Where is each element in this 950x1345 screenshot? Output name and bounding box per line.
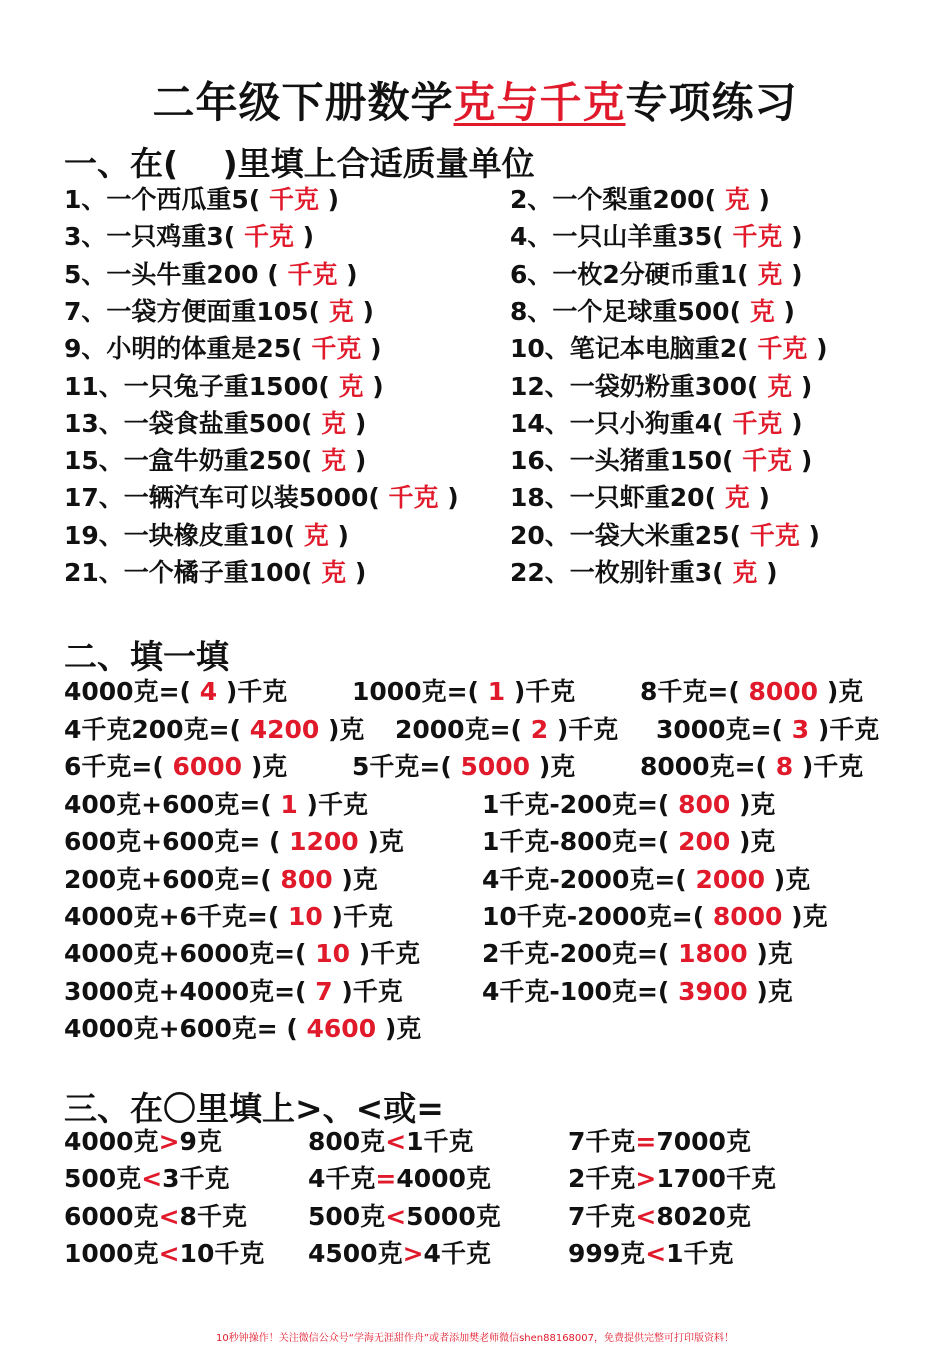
left-value: 1000克 xyxy=(64,1238,159,1268)
right-value: 4千克 xyxy=(423,1238,491,1268)
left-value: 2千克 xyxy=(568,1164,636,1194)
left-value: 6000克 xyxy=(64,1201,159,1231)
right-value: 1700千克 xyxy=(656,1164,776,1194)
question-text: 4000克+6千克=( xyxy=(64,901,280,931)
question-text: 1、一个西瓜重5( xyxy=(64,185,261,214)
comparison-operator: < xyxy=(635,1201,657,1231)
question-text: 1千克-800克=( xyxy=(482,827,670,857)
left-value: 4000克 xyxy=(64,1127,159,1156)
unit-question-item xyxy=(510,259,803,291)
page-title xyxy=(0,70,950,130)
answer-text: 4600 xyxy=(306,1013,377,1043)
section3-heading: 三、在〇里填上>、<或= xyxy=(64,1089,444,1128)
question-text: 6千克=( xyxy=(64,752,164,781)
question-tail: )千克 xyxy=(225,677,288,706)
answer-text: 千克 xyxy=(749,520,800,550)
answer-text: 克 xyxy=(338,371,364,401)
left-value: 4500克 xyxy=(308,1238,403,1268)
unit-question-item xyxy=(510,445,812,477)
answer-text: 克 xyxy=(767,371,793,401)
left-value: 800克 xyxy=(308,1127,386,1156)
unit-question-item xyxy=(510,520,820,552)
question-text: 16、一头猪重150( xyxy=(510,446,734,476)
question-text: 1千克-200克=( xyxy=(482,790,670,819)
question-text: 13、一袋食盐重500( xyxy=(64,408,313,438)
right-value: 8千克 xyxy=(179,1201,247,1231)
calculation-item xyxy=(482,864,810,896)
calculation-item xyxy=(64,826,404,858)
comparison-item xyxy=(64,1238,264,1270)
right-value: 1千克 xyxy=(406,1127,474,1156)
question-text: 5千克=( xyxy=(352,752,452,781)
title-pre: 二年级下册数学 xyxy=(152,78,454,127)
question-tail: )千克 xyxy=(556,714,619,744)
right-value: 3千克 xyxy=(162,1164,230,1194)
answer-text: 10 xyxy=(288,901,323,931)
question-text: 4000克=( xyxy=(64,677,191,706)
unit-question-item xyxy=(510,333,828,365)
answer-text: 克 xyxy=(724,483,750,513)
question-text: 20、一袋大米重25( xyxy=(510,520,742,550)
answer-text: 2000 xyxy=(695,864,766,894)
answer-text: 克 xyxy=(757,259,783,289)
question-tail: )千克 xyxy=(513,677,576,706)
question-text: 200克+600克=( xyxy=(64,864,272,894)
unit-question-item xyxy=(510,557,778,589)
answer-text: 3900 xyxy=(678,976,748,1006)
question-tail: ) xyxy=(791,408,803,438)
answer-text: 3 xyxy=(791,714,810,744)
question-text: 11、一只兔子重1500( xyxy=(64,371,330,401)
question-text: 8000克=( xyxy=(640,752,767,781)
question-tail: )克 xyxy=(826,677,864,706)
title-post: 专项练习 xyxy=(625,78,798,127)
question-tail: )克 xyxy=(384,1013,422,1043)
calculation-item xyxy=(482,976,793,1008)
comparison-item xyxy=(64,1163,230,1195)
question-tail: ) xyxy=(362,296,374,326)
answer-text: 8 xyxy=(775,752,794,781)
title-highlight: 克与千克 xyxy=(453,78,626,127)
question-text: 6、一枚2分硬币重1( xyxy=(510,259,749,289)
right-value: 10千克 xyxy=(179,1238,265,1268)
answer-text: 克 xyxy=(321,408,347,438)
calculation-item xyxy=(482,789,775,821)
question-text: 600克+600克= ( xyxy=(64,827,281,857)
answer-text: 克 xyxy=(321,558,347,587)
answer-text: 800 xyxy=(280,864,333,894)
answer-text: 克 xyxy=(303,520,329,550)
calculation-item xyxy=(64,976,403,1008)
comparison-item xyxy=(308,1238,491,1270)
question-text: 18、一只虾重20( xyxy=(510,483,717,513)
answer-text: 千克 xyxy=(757,334,808,364)
left-value: 4千克 xyxy=(308,1164,376,1194)
conversion-item xyxy=(64,714,364,746)
conversion-item xyxy=(352,676,575,708)
unit-question-item xyxy=(64,445,366,477)
answer-text: 千克 xyxy=(732,408,783,438)
comparison-operator: < xyxy=(141,1164,163,1194)
calculation-item xyxy=(482,826,775,858)
unit-question-item xyxy=(64,333,382,365)
unit-question-item xyxy=(64,259,358,291)
comparison-operator: > xyxy=(635,1164,657,1194)
calculation-item xyxy=(482,938,793,970)
question-tail: )克 xyxy=(738,790,776,819)
question-tail: )克 xyxy=(756,976,793,1006)
question-text: 4千克-100克=( xyxy=(482,976,670,1006)
answer-text: 克 xyxy=(321,446,347,476)
comparison-item xyxy=(568,1238,734,1270)
question-text: 21、一个橘子重100( xyxy=(64,558,313,587)
question-tail: )克 xyxy=(791,901,828,931)
conversion-item xyxy=(640,676,863,708)
comparison-operator: < xyxy=(158,1201,180,1231)
section2-heading: 二、填一填 xyxy=(64,637,229,676)
calculation-item xyxy=(64,789,368,821)
question-tail: )千克 xyxy=(358,939,421,969)
question-tail: )千克 xyxy=(801,752,864,781)
question-text: 22、一枚别针重3( xyxy=(510,558,724,587)
question-tail: )克 xyxy=(756,939,793,969)
question-text: 4千克200克=( xyxy=(64,714,241,744)
question-text: 4000克+600克= ( xyxy=(64,1013,298,1043)
answer-text: 千克 xyxy=(268,185,319,214)
calculation-item xyxy=(482,901,828,933)
question-tail: )克 xyxy=(738,827,776,857)
answer-text: 7 xyxy=(315,976,333,1006)
answer-text: 千克 xyxy=(388,483,439,513)
question-text: 400克+600克=( xyxy=(64,790,272,819)
question-text: 3、一只鸡重3( xyxy=(64,222,236,252)
question-text: 5、一头牛重200 ( xyxy=(64,259,279,289)
question-tail: )克 xyxy=(367,827,404,857)
comparison-item xyxy=(64,1126,222,1158)
right-value: 5000克 xyxy=(406,1201,501,1231)
answer-text: 6000 xyxy=(172,752,243,781)
unit-question-item xyxy=(64,296,374,328)
comparison-operator: > xyxy=(158,1127,180,1156)
question-text: 19、一块橡皮重10( xyxy=(64,520,296,550)
question-tail: )克 xyxy=(328,714,365,744)
right-value: 4000克 xyxy=(396,1164,491,1194)
answer-text: 10 xyxy=(315,939,350,969)
question-tail: )克 xyxy=(773,864,811,894)
calculation-item xyxy=(64,864,378,896)
answer-text: 4200 xyxy=(249,714,320,744)
question-text: 3000克=( xyxy=(656,714,783,744)
comparison-item xyxy=(64,1201,247,1233)
comparison-item xyxy=(308,1163,491,1195)
answer-text: 1 xyxy=(487,677,506,706)
calculation-item xyxy=(64,1013,421,1045)
question-text: 8、一个足球重500( xyxy=(510,296,742,326)
answer-text: 千克 xyxy=(742,446,793,476)
question-tail: )千克 xyxy=(341,976,403,1006)
conversion-item xyxy=(64,751,287,783)
comparison-item xyxy=(308,1126,474,1158)
right-value: 8020克 xyxy=(656,1201,751,1231)
answer-text: 克 xyxy=(732,558,758,587)
conversion-item xyxy=(64,676,287,708)
question-tail: )千克 xyxy=(331,901,393,931)
left-value: 500克 xyxy=(64,1164,142,1194)
question-text: 2千克-200克=( xyxy=(482,939,670,969)
unit-question-item xyxy=(510,482,770,514)
left-value: 7千克 xyxy=(568,1127,636,1156)
unit-question-item xyxy=(64,184,339,216)
right-value: 1千克 xyxy=(666,1238,734,1268)
unit-question-item xyxy=(64,520,349,552)
question-text: 12、一袋奶粉重300( xyxy=(510,371,759,401)
answer-text: 1200 xyxy=(289,827,359,857)
question-text: 17、一辆汽车可以装5000( xyxy=(64,483,380,513)
question-text: 1000克=( xyxy=(352,677,479,706)
question-text: 4千克-2000克=( xyxy=(482,864,687,894)
question-text: 7、一袋方便面重105( xyxy=(64,296,321,326)
question-tail: )克 xyxy=(341,864,378,894)
question-tail: ) xyxy=(370,334,382,364)
conversion-item xyxy=(656,714,879,746)
question-tail: ) xyxy=(758,483,770,513)
answer-text: 克 xyxy=(749,296,775,326)
comparison-operator: > xyxy=(402,1238,424,1268)
question-tail: ) xyxy=(766,558,778,587)
right-value: 7000克 xyxy=(656,1127,751,1156)
question-tail: )克 xyxy=(250,752,288,781)
question-tail: ) xyxy=(346,259,358,289)
question-tail: )千克 xyxy=(817,714,880,744)
question-tail: )千克 xyxy=(306,790,368,819)
question-tail: ) xyxy=(783,296,795,326)
comparison-operator: < xyxy=(645,1238,667,1268)
question-text: 9、小明的体重是25( xyxy=(64,334,303,364)
comparison-item xyxy=(568,1163,776,1195)
question-tail: ) xyxy=(800,446,813,476)
answer-text: 千克 xyxy=(311,334,362,364)
question-text: 15、一盒牛奶重250( xyxy=(64,446,313,476)
comparison-operator: < xyxy=(158,1238,180,1268)
question-text: 8千克=( xyxy=(640,677,740,706)
right-value: 9克 xyxy=(179,1127,222,1156)
answer-text: 克 xyxy=(328,296,354,326)
answer-text: 4 xyxy=(199,677,218,706)
question-tail: ) xyxy=(816,334,828,364)
question-text: 4、一只山羊重35( xyxy=(510,222,724,252)
question-tail: ) xyxy=(808,520,820,550)
question-tail: ) xyxy=(791,222,803,252)
answer-text: 8000 xyxy=(712,901,783,931)
question-text: 14、一只小狗重4( xyxy=(510,408,724,438)
answer-text: 800 xyxy=(678,790,731,819)
answer-text: 千克 xyxy=(243,222,294,252)
answer-text: 2 xyxy=(530,714,549,744)
unit-question-item xyxy=(510,296,795,328)
question-tail: ) xyxy=(372,371,384,401)
calculation-item xyxy=(64,938,420,970)
calculation-item xyxy=(64,901,393,933)
unit-question-item xyxy=(64,557,366,589)
conversion-item xyxy=(352,751,575,783)
unit-question-item xyxy=(510,184,770,216)
question-tail: ) xyxy=(800,371,813,401)
section1-heading: 一、在( )里填上合适质量单位 xyxy=(64,144,535,183)
answer-text: 1800 xyxy=(678,939,748,969)
comparison-operator: < xyxy=(385,1201,407,1231)
question-text: 2000克=( xyxy=(395,714,522,744)
question-text: 2、一个梨重200( xyxy=(510,185,717,214)
conversion-item xyxy=(640,751,863,783)
comparison-item xyxy=(308,1201,501,1233)
question-tail: ) xyxy=(791,259,803,289)
left-value: 999克 xyxy=(568,1238,646,1268)
left-value: 500克 xyxy=(308,1201,386,1231)
unit-question-item xyxy=(510,408,803,440)
question-text: 3000克+4000克=( xyxy=(64,976,307,1006)
question-tail: ) xyxy=(354,446,367,476)
unit-question-item xyxy=(64,371,384,403)
comparison-operator: = xyxy=(635,1127,657,1156)
question-text: 10千克-2000克=( xyxy=(482,901,705,931)
question-tail: ) xyxy=(758,185,770,214)
question-tail: ) xyxy=(354,558,367,587)
unit-question-item xyxy=(64,408,366,440)
question-text: 10、笔记本电脑重2( xyxy=(510,334,749,364)
unit-question-item xyxy=(510,371,812,403)
question-tail: ) xyxy=(327,185,340,214)
comparison-item xyxy=(568,1126,751,1158)
answer-text: 千克 xyxy=(732,222,783,252)
question-tail: ) xyxy=(302,222,315,252)
answer-text: 5000 xyxy=(460,752,531,781)
answer-text: 1 xyxy=(280,790,298,819)
answer-text: 克 xyxy=(724,185,750,214)
question-tail: ) xyxy=(354,408,367,438)
question-text: 4000克+6000克=( xyxy=(64,939,307,969)
conversion-item xyxy=(395,714,618,746)
question-tail: ) xyxy=(337,520,349,550)
left-value: 7千克 xyxy=(568,1201,636,1231)
unit-question-item xyxy=(64,221,314,253)
answer-text: 8000 xyxy=(748,677,819,706)
question-tail: ) xyxy=(447,483,459,513)
comparison-operator: < xyxy=(385,1127,407,1156)
answer-text: 千克 xyxy=(287,259,338,289)
comparison-item xyxy=(568,1201,751,1233)
question-tail: )克 xyxy=(538,752,576,781)
unit-question-item xyxy=(64,482,459,514)
footer-note: 10秒钟操作！关注微信公众号“学海无涯甜作舟”或者添加樊老师微信shen88168007，免费提供完整可打印版资料！ xyxy=(215,1333,735,1344)
comparison-operator: = xyxy=(375,1164,397,1194)
unit-question-item xyxy=(510,221,803,253)
answer-text: 200 xyxy=(678,827,731,857)
